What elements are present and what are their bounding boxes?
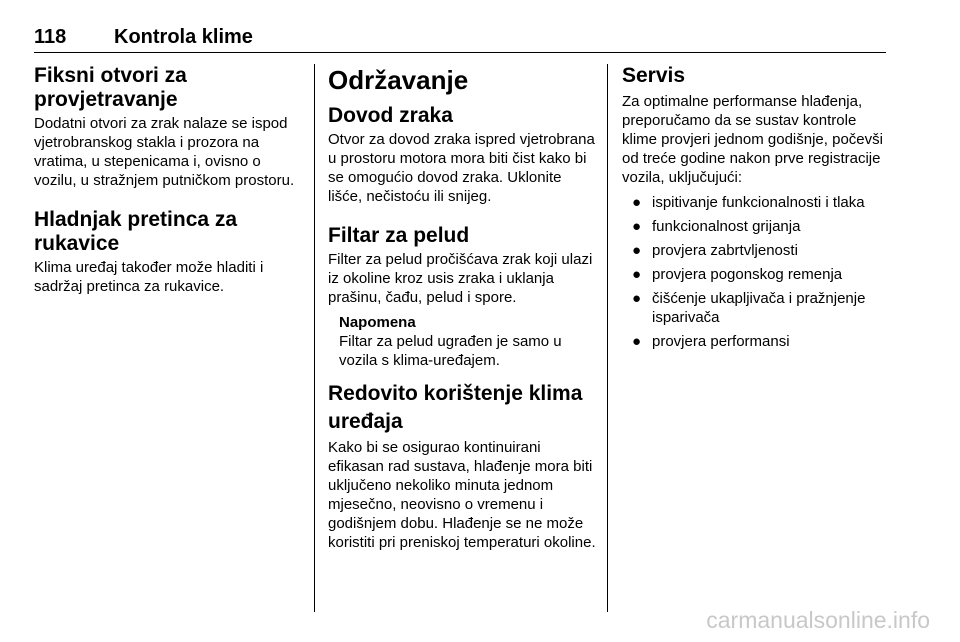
page-number: 118	[34, 26, 67, 48]
note-text: Filtar za pelud ugrađen je samo u vozila s klima-uređajem.	[339, 333, 562, 369]
heading-hladnjak-pretinca: Hladnjak pretinca za rukavice	[34, 208, 238, 255]
list-item: ● provjera performansi	[632, 333, 790, 350]
service-list	[622, 193, 886, 351]
heading-fiksni-otvori: Fiksni otvori za provjetravanje	[34, 64, 187, 111]
watermark: carmanualsonline.info	[706, 607, 930, 633]
text-hladnjak-pretinca: Klima uređaj također može hladiti i sadržaj pretinca za rukavice.	[34, 259, 264, 295]
list-item: ● ispitivanje funkcionalnosti i tlaka	[632, 194, 865, 211]
column-2	[328, 64, 596, 552]
list-item: ● provjera zabrtvljenosti	[632, 242, 798, 259]
bullet-icon: ●	[632, 194, 642, 211]
list-item: ● provjera pogonskog remenja	[632, 266, 843, 283]
column-3	[622, 64, 886, 356]
note-title: Napomena	[339, 314, 416, 331]
heading-dovod-zraka: Dovod zraka	[328, 104, 453, 127]
bullet-icon: ●	[632, 266, 642, 283]
text-filtar-za-pelud: Filter za pelud pročišćava zrak koji ulazi iz okoline kroz usis zraka i uklanja prašinu, čađu, pelud i spore.	[328, 251, 593, 306]
text-fiksni-otvori: Dodatni otvori za zrak nalaze se ispod vjetrobranskog stakla i prozora na vratima, u stepenicama i, ovisno o vozilu, u stražnjem putničkom prostoru.	[34, 115, 295, 189]
chapter-title: Kontrola klime	[114, 26, 253, 48]
list-item: ● čišćenje ukapljivača i pražnjenje isparivača	[632, 290, 866, 326]
text-servis: Za optimalne performanse hlađenja, preporučamo da se sustav kontrole klime provjeri jednom godišnje, počevši od treće godine nakon prve registracije vozila, uključujući:	[622, 93, 883, 186]
heading-filtar-za-pelud: Filtar za pelud	[328, 224, 470, 247]
bullet-icon: ●	[632, 218, 642, 235]
text-redovito-koristenje: Kako bi se osigurao kontinuirani efikasan rad sustava, hlađenje mora biti uključeno nekoliko minuta jednom mjesečno, neovisno o vremenu i godišnjem dobu. Hlađenje se ne može koristiti pri preniskoj temperaturi okoline.	[328, 439, 596, 551]
bullet-icon: ●	[632, 242, 642, 259]
column-1	[34, 64, 302, 296]
text-dovod-zraka: Otvor za dovod zraka ispred vjetrobrana u prostoru motora mora biti čist kako bi se omogućio dovod zraka. Uklonite lišće, nečistoću ili snijeg.	[328, 131, 595, 205]
list-item: ● funkcionalnost grijanja	[632, 218, 801, 235]
heading-odrzavanje: Održavanje	[328, 65, 469, 95]
column-divider-2	[607, 64, 608, 612]
column-divider-1	[314, 64, 315, 612]
bullet-icon: ●	[632, 290, 642, 307]
page-header	[34, 26, 886, 53]
heading-servis: Servis	[622, 64, 686, 87]
bullet-icon: ●	[632, 333, 642, 350]
heading-redovito-koristenje: Redovito korištenje klima uređaja	[328, 382, 583, 433]
